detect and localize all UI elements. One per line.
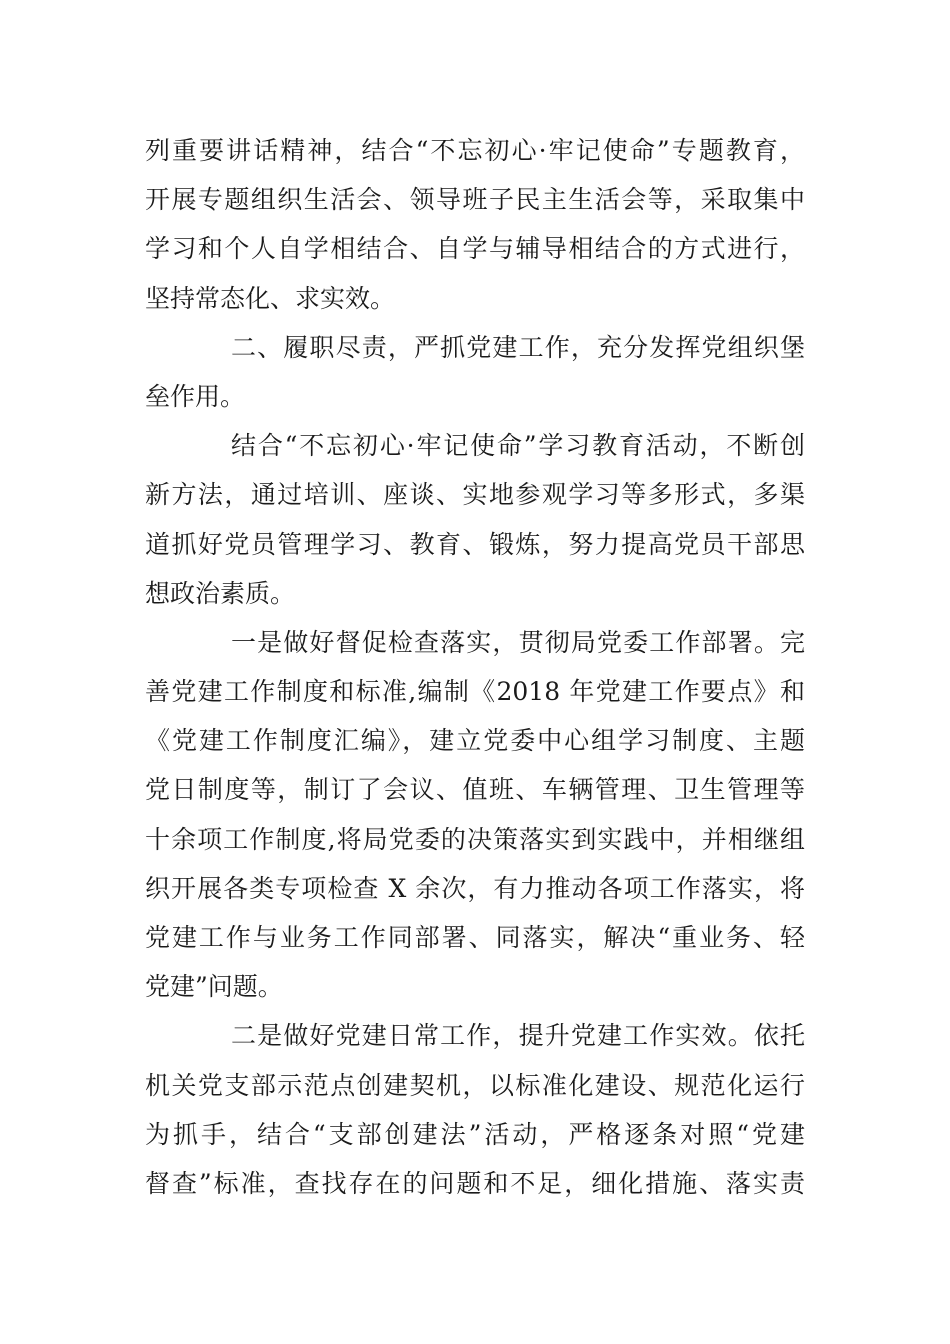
paragraph-line: 结合“不忘初心·牢记使命”学习教育活动，不断创 (231, 431, 805, 461)
paragraph-line: 二是做好党建日常工作，提升党建工作实效。依托 (231, 1021, 805, 1051)
paragraph-line: 机关党支部示范点创建契机，以标准化建设、规范化运行 (145, 1070, 805, 1100)
paragraph-line: 党建”问题。 (145, 972, 283, 1002)
paragraph-line: 学习和个人自学相结合、自学与辅导相结合的方式进行， (145, 234, 805, 264)
paragraph-line: 想政治素质。 (145, 578, 296, 608)
paragraph-line: 坚持常态化、求实效。 (145, 283, 396, 313)
paragraph-line: 党日制度等，制订了会议、值班、车辆管理、卫生管理等 (145, 775, 805, 805)
section-heading-line: 垒作用。 (145, 381, 246, 411)
paragraph-line: 新方法，通过培训、座谈、实地参观学习等多形式，多渠 (145, 480, 805, 510)
paragraph-line: 《党建工作制度汇编》，建立党委中心组学习制度、主题 (145, 726, 805, 756)
paragraph-line: 督查”标准，查找存在的问题和不足，细化措施、落实责 (145, 1168, 805, 1198)
paragraph-line: 列重要讲话精神，结合“不忘初心·牢记使命”专题教育， (145, 136, 805, 165)
section-heading-line: 二、履职尽责，严抓党建工作，充分发挥党组织堡 (231, 332, 805, 362)
paragraph-line: 道抓好党员管理学习、教育、锻炼，努力提高党员干部思 (145, 529, 805, 559)
paragraph-line: 一是做好督促检查落实，贯彻局党委工作部署。完 (231, 627, 805, 657)
paragraph-line: 为抓手，结合“支部创建法”活动，严格逐条对照“党建 (145, 1119, 805, 1149)
paragraph-line: 织开展各类专项检查 X 余次，有力推动各项工作落实，将 (145, 873, 805, 903)
paragraph-line: 党建工作与业务工作同部署、同落实，解决“重业务、轻 (145, 923, 805, 952)
paragraph-line: 十余项工作制度,将局党委的决策落实到实践中，并相继组 (145, 824, 805, 854)
paragraph-line: 开展专题组织生活会、领导班子民主生活会等，采取集中 (145, 185, 805, 215)
paragraph-line: 善党建工作制度和标准,编制《2018 年党建工作要点》和 (145, 677, 805, 707)
document-body (145, 126, 805, 1208)
